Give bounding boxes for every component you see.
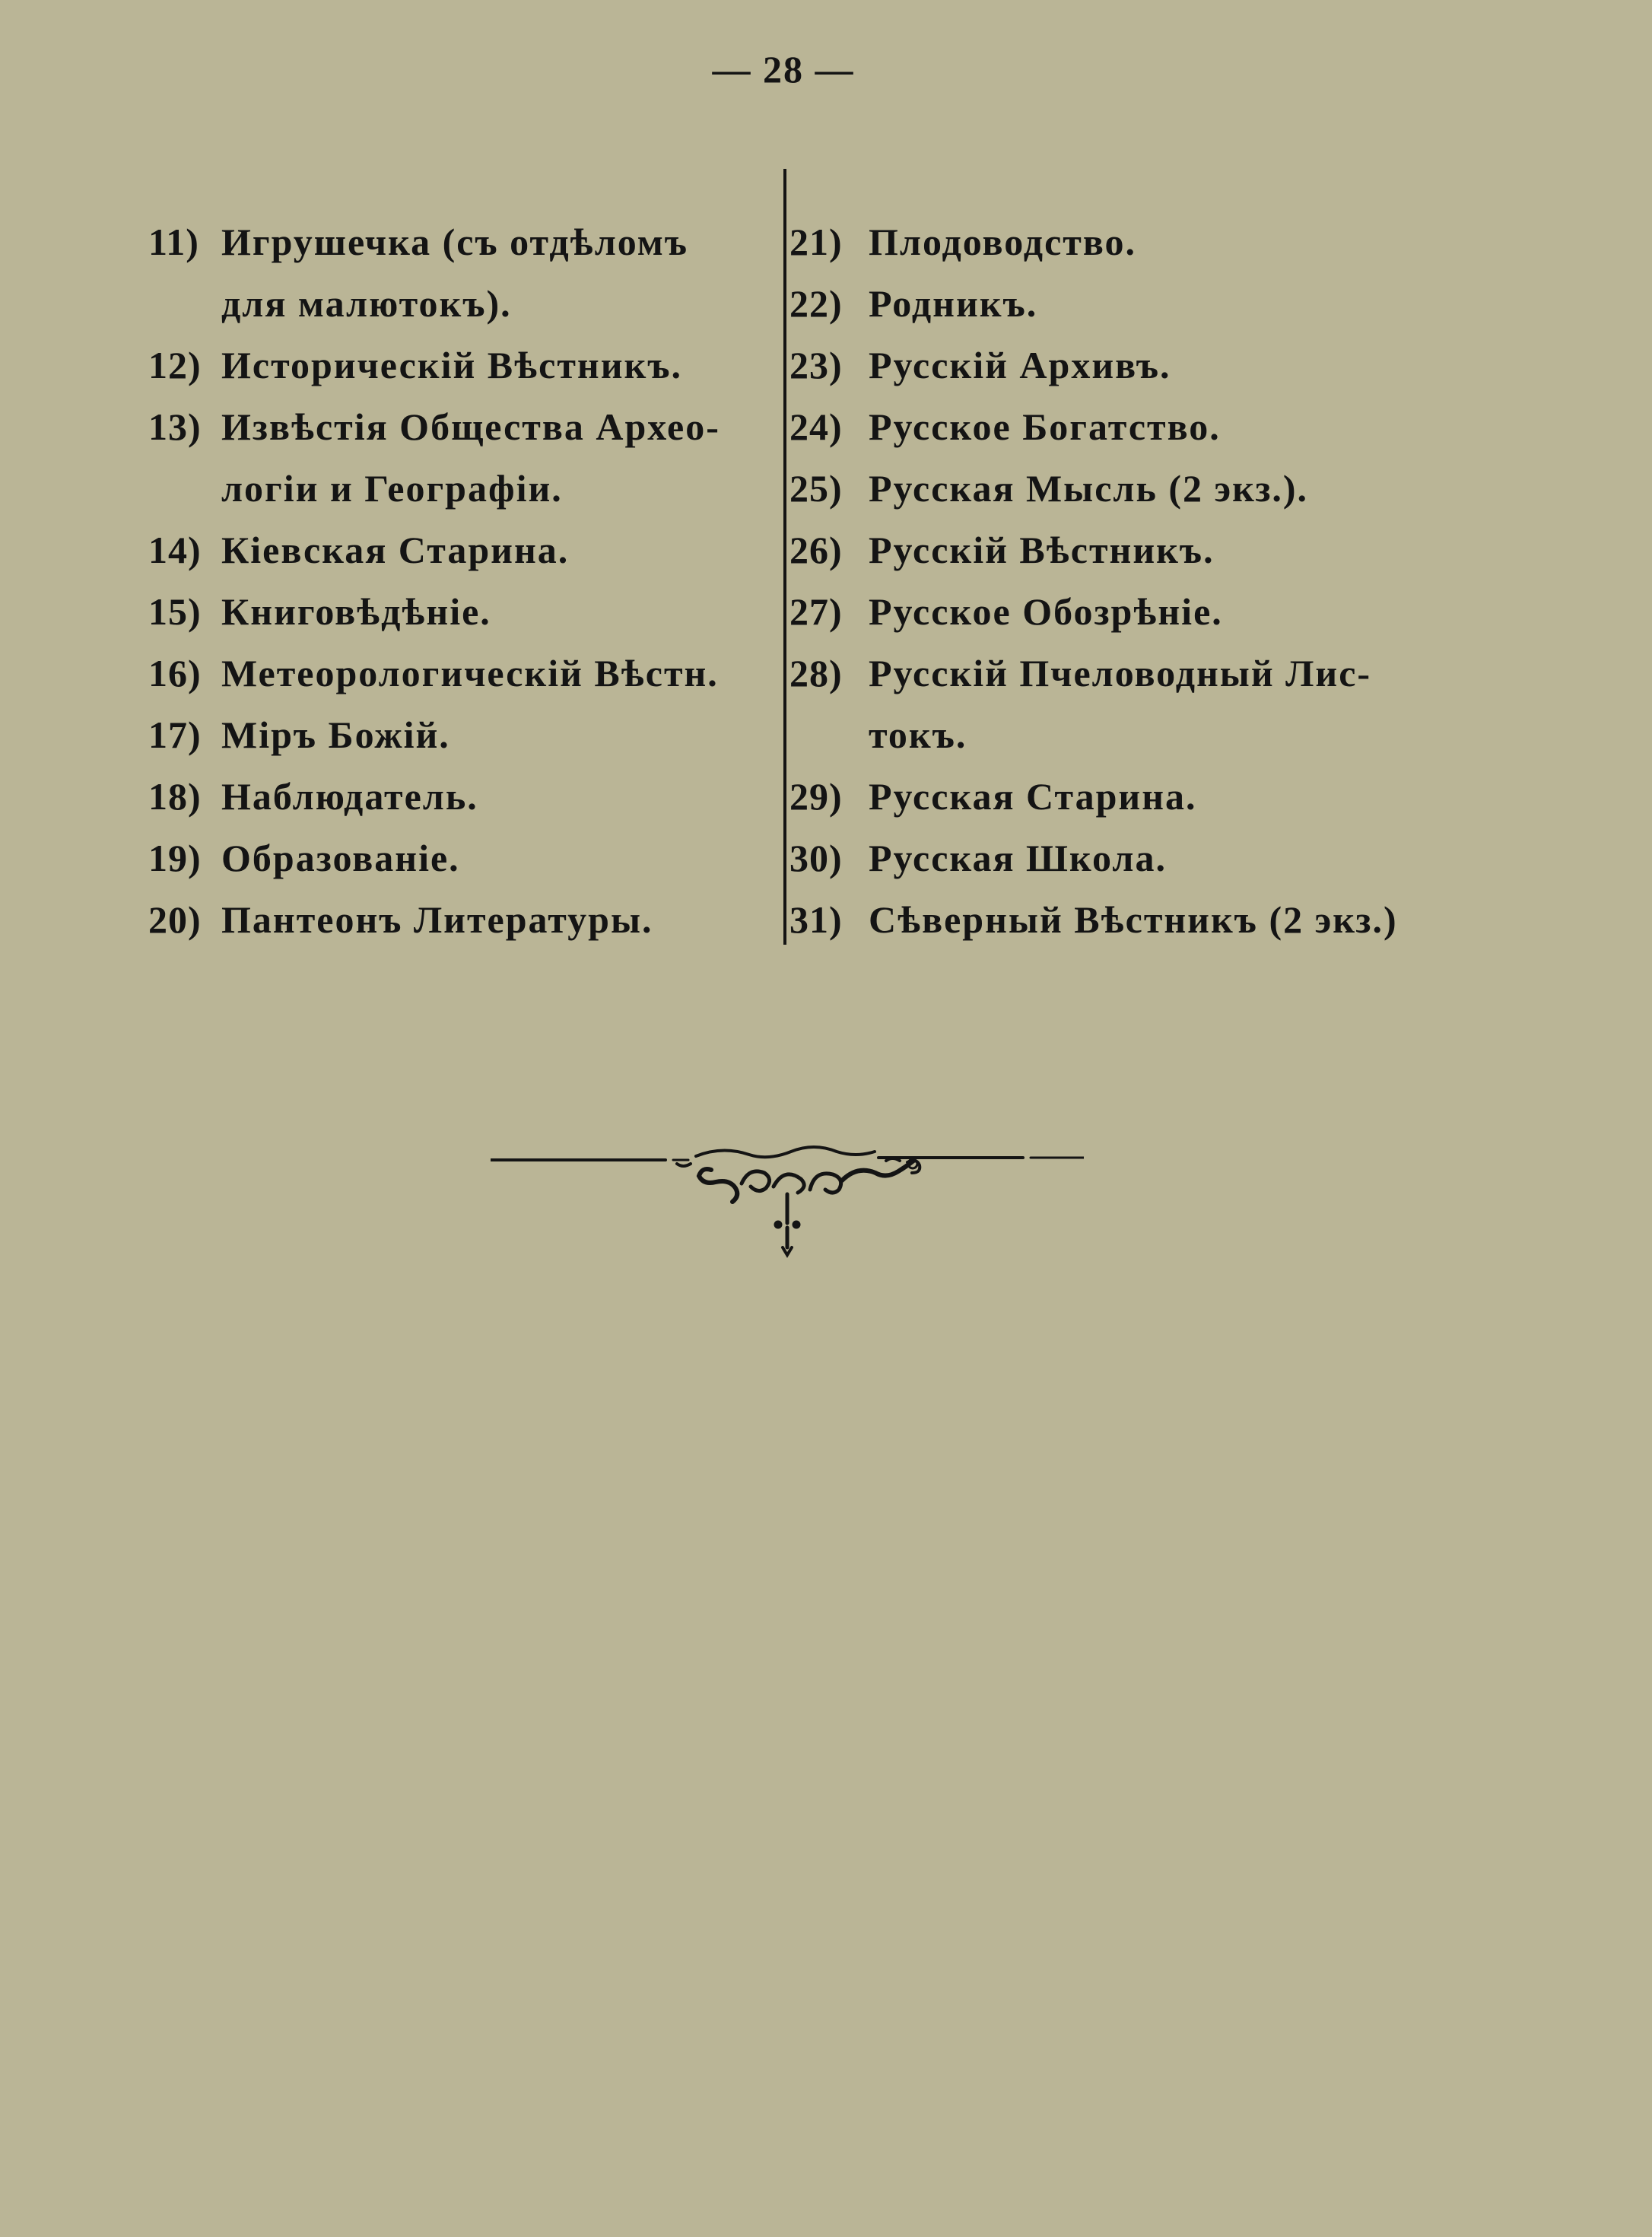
item-title	[221, 335, 776, 396]
list-item	[148, 335, 776, 396]
list-item	[789, 335, 1497, 396]
item-title-line: Міръ Божій.	[221, 713, 450, 756]
item-title-line: Образованіе.	[221, 837, 460, 879]
item-title	[221, 396, 776, 520]
item-title	[869, 211, 1497, 273]
item-title-line: Плодоводство.	[869, 221, 1136, 263]
item-number: 19)	[148, 837, 202, 879]
item-title-line: Книговѣдѣніе.	[221, 590, 491, 633]
item-number: 21)	[789, 221, 843, 263]
list-item	[789, 520, 1497, 581]
item-title	[221, 889, 776, 951]
list-item	[148, 211, 776, 335]
list-item	[148, 396, 776, 520]
item-title	[221, 520, 776, 581]
item-number: 16)	[148, 652, 202, 694]
list-item	[148, 889, 776, 951]
item-number: 20)	[148, 898, 202, 941]
item-title-line: Родникъ.	[869, 282, 1038, 325]
item-title	[869, 458, 1497, 520]
item-title-line: Историческій Вѣстникъ.	[221, 344, 682, 386]
item-title	[869, 396, 1497, 458]
item-title	[221, 211, 776, 335]
list-item	[789, 828, 1497, 889]
item-title	[869, 520, 1497, 581]
item-title-line: Извѣстія Общества Архео-	[221, 405, 720, 448]
list-item	[148, 520, 776, 581]
item-number: 27)	[789, 590, 843, 633]
item-title-line: Русская Старина.	[869, 775, 1197, 818]
item-title-line: Русскій Архивъ.	[869, 344, 1171, 386]
item-number: 12)	[148, 344, 202, 386]
item-title	[869, 766, 1497, 828]
item-number: 31)	[789, 898, 843, 941]
item-title-line: Пантеонъ Литературы.	[221, 898, 653, 941]
list-item	[789, 643, 1497, 766]
ornament-flourish-icon	[491, 1133, 1084, 1270]
item-title	[869, 889, 1497, 951]
item-title-line: токъ.	[869, 713, 967, 756]
item-title-line: Наблюдатель.	[221, 775, 478, 818]
item-title	[869, 273, 1497, 335]
left-column-list	[148, 211, 776, 951]
right-column-list	[789, 211, 1497, 951]
item-number: 24)	[789, 405, 843, 448]
item-number: 25)	[789, 467, 843, 510]
item-title-line: Русскій Вѣстникъ.	[869, 529, 1215, 571]
item-title	[869, 581, 1497, 643]
item-title	[869, 643, 1497, 766]
item-title	[221, 581, 776, 643]
item-title-line: Метеорологическій Вѣстн.	[221, 652, 719, 694]
column-divider	[783, 169, 786, 945]
item-title	[869, 335, 1497, 396]
item-number: 18)	[148, 775, 202, 818]
list-item	[148, 828, 776, 889]
item-title-line: Кіевская Старина.	[221, 529, 570, 571]
list-item	[148, 704, 776, 766]
item-title	[221, 704, 776, 766]
item-title-line: Русскій Пчеловодный Лис-	[869, 652, 1372, 694]
item-number: 23)	[789, 344, 843, 386]
item-number: 30)	[789, 837, 843, 879]
item-number: 22)	[789, 282, 843, 325]
item-number: 26)	[789, 529, 843, 571]
list-item	[789, 273, 1497, 335]
item-number: 15)	[148, 590, 202, 633]
list-item	[789, 396, 1497, 458]
item-number: 13)	[148, 405, 202, 448]
item-number: 28)	[789, 652, 843, 694]
list-item	[789, 211, 1497, 273]
list-item	[148, 643, 776, 704]
list-item	[789, 766, 1497, 828]
item-number: 14)	[148, 529, 202, 571]
item-title	[221, 766, 776, 828]
item-title-line: Русская Школа.	[869, 837, 1167, 879]
list-item	[148, 766, 776, 828]
item-title	[221, 643, 776, 704]
item-title-line: Русское Богатство.	[869, 405, 1221, 448]
item-title-line: Русское Обозрѣніе.	[869, 590, 1223, 633]
list-item	[148, 581, 776, 643]
item-title-line: для малютокъ).	[221, 282, 512, 325]
item-number: 11)	[148, 221, 199, 263]
item-title-line: Сѣверный Вѣстникъ (2 экз.)	[869, 898, 1398, 941]
list-item	[789, 458, 1497, 520]
item-title-line: логіи и Географіи.	[221, 467, 563, 510]
list-item	[789, 581, 1497, 643]
item-title-line: Русская Мысль (2 экз.).	[869, 467, 1309, 510]
item-title	[221, 828, 776, 889]
list-item	[789, 889, 1497, 951]
item-number: 29)	[789, 775, 843, 818]
item-title-line: Игрушечка (съ отдѣломъ	[221, 221, 688, 263]
item-title	[869, 828, 1497, 889]
item-number: 17)	[148, 713, 202, 756]
page-number: — 28 —	[712, 48, 855, 91]
